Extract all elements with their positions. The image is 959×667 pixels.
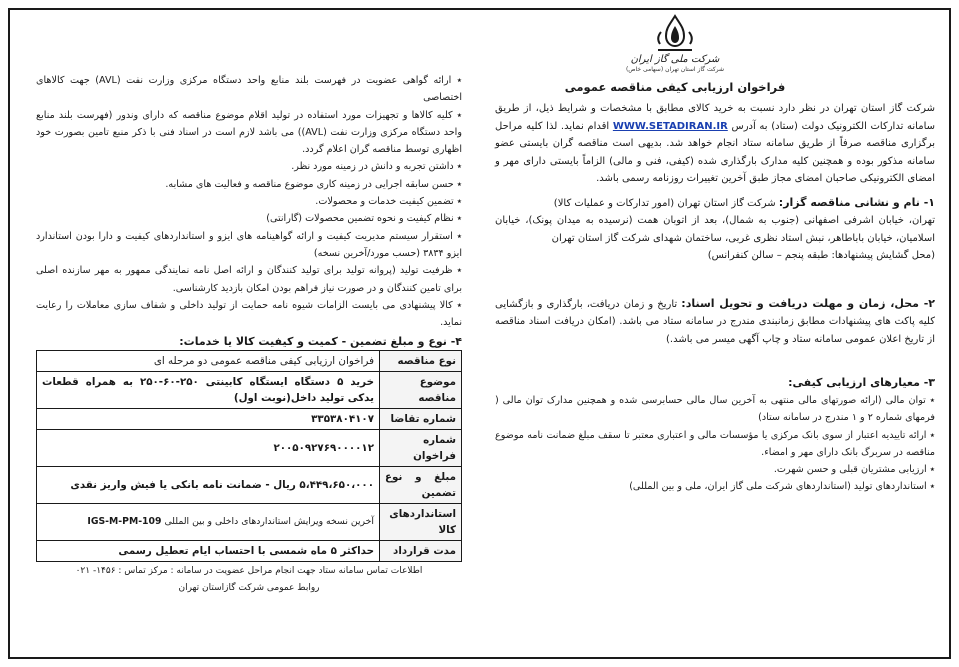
logo-company-name: شرکت ملی گاز ایران [630,54,720,65]
criteria-item: ٭ حسن سابقه اجرایی در زمینه کاری موضوع مناقصه و فعالیت های مشابه. [36,176,462,193]
row-label: استانداردهای کالا [380,504,462,541]
notice-frame [8,8,951,659]
right-column [495,14,935,496]
gas-flame-logo-icon [652,14,698,54]
section3-criteria-list [495,392,935,496]
criteria-item: ٭ نظام کیفیت و نحوه تضمین محصولات (گارانتی) [36,210,462,227]
row-value: ۲۰۰۵۰۹۲۷۶۹۰۰۰۰۱۲ [37,430,380,467]
table-row [37,430,462,467]
section1-paragraph [495,194,935,213]
section2-heading: ۲- محل، زمان و مهلت دریافت و تحویل اسناد: [681,296,935,310]
footer-signature: روابط عمومی شرکت گازاستان تهران [178,583,320,594]
criteria-item: ٭ ارزیابی مشتریان قبلی و حسن شهرت. [495,461,935,478]
table-row [37,541,462,562]
row-label: مبلغ و نوع تضمین [380,467,462,504]
row-value: ۳۳۵۳۸۰۴۱۰۷ [37,409,380,430]
table-row [37,351,462,372]
criteria-item: ٭ داشتن تجربه و دانش در زمینه مورد نظر. [36,158,462,175]
row-label: نوع مناقصه [380,351,462,372]
row-value: خرید ۵ دستگاه ایستگاه کابینتی ۲۵۰-۶۰-۲۵۰ به همراه قطعات یدکی تولید داخل(نوبت اول) [37,372,380,409]
standards-code: IGS-M-PM-109 [87,516,162,528]
row-value: حداکثر ۵ ماه شمسی با احتساب ایام تعطیل رسمی [37,541,380,562]
row-label: مدت قرارداد [380,541,462,562]
row-value [37,504,380,541]
table-row [37,467,462,504]
left-criteria-list [36,72,462,331]
row-label: موضوع مناقصه [380,372,462,409]
criteria-item: ٭ استانداردهای تولید (استانداردهای شرکت ملی گاز ایران، ملی و بین المللی) [495,478,935,495]
standards-text: آخرین نسخه ویرایش استانداردهای داخلی و بین المللی [164,516,374,528]
left-column [36,72,462,596]
criteria-item: ٭ استقرار سیستم مدیریت کیفیت و ارائه گواهینامه های ایزو و استانداردهای کیفیت و دارا بودن استاندارد ایزو ۳۸۳۴ (حسب مورد/آخرین نسخه) [36,228,462,263]
logo-subsidiary-name: شرکت گاز استان تهران (سهامی خاص) [625,66,725,73]
row-value: فراخوان ارزیابی کیفی مناقصه عمومی دو مرحله ای [37,351,380,372]
criteria-item: ٭ ظرفیت تولید (پروانه تولید برای تولید کنندگان و ارائه اصل نامه نمایندگی ممهور به مهر سازنده اصلی برای تامین کنندگان و در صورت نیاز فراهم بودن امکان بازدید کارشناسی. [36,262,462,297]
table-row [37,372,462,409]
criteria-item: ٭ کالا پیشنهادی می بایست الزامات شیوه نامه حمایت از تولید داخلی و شفاف سازی معاملات را رعایت نماید. [36,297,462,332]
criteria-item: ٭ توان مالی (ارائه صورتهای مالی منتهی به آخرین سال مالی حسابرسی شده و همچنین مدارک توان مالی ( فرمهای شماره ۲ و ۱ مندرج در سامانه ستاد) [495,392,935,427]
section2-text: تاریخ و زمان دریافت، بارگذاری و بازگشایی کلیه پاکت های پیشنهادات مطابق زمانبندی مندرج در سامانه ستاد می باشد. (امکان دریافت اسناد مناقصه از تاریخ اعلان عمومی سامانه ستاد و چاپ آگهی میسر می باشد.) [495,298,935,345]
criteria-item: ٭ تضمین کیفیت خدمات و محصولات. [36,193,462,210]
row-label: شماره تقاضا [380,409,462,430]
section1-opening-place: (محل گشایش پیشنهادها: طبقه پنجم – سالن کنفرانس) [707,250,935,261]
company-logo [610,14,740,74]
intro-paragraph [495,100,935,188]
section4-heading: ۴- نوع و مبلغ تضمین - کمیت و کیفیت کالا یا خدمات: [179,335,462,349]
criteria-item: ٭ ارائه تاییدیه اعتبار از سوی بانک مرکزی یا مؤسسات مالی و اعتباری معتبر تا سقف مبلغ ضمانت نامه موضوع مناقصه در سربرگ بانک دارای مهر و امضاء. [495,427,935,462]
criteria-item: ٭ ارائه گواهی عضویت در فهرست بلند منابع واحد دستگاه مرکزی وزارت نفت (AVL) جهت کالاهای اختصاصی [36,72,462,107]
table-row [37,504,462,541]
table-row [37,409,462,430]
criteria-item: ٭ کلیه کالاها و تجهیزات مورد استفاده در تولید اقلام موضوع مناقصه که دارای وندور (فهرست بلند منابع واحد دستگاه مرکزی وزارت نفت (AVL)) می باشد لازم است در اسناد فنی با ذکر منبع تامین بصورت خود اظهاری توسط مناقصه گران اعلام گردد. [36,107,462,159]
intro-text-2: اقدام نماید. لذا کلیه مراحل برگزاری مناقصه صرفاً از طریق سامانه ستاد انجام خواهد شد. بدیهی است مناقصه گران بایستی عضو سامانه مذکور بوده و همچنین کلیه مدارک بارگذاری شده (کیفی، فنی و مالی) الزاماً بایستی دارای مهر و امضای الکترونیکی صاحبان امضای مجاز طبق آخرین تغییرات روزنامه رسمی باشد. [495,120,935,184]
intro-text-1: شرکت گاز استان تهران در نظر دارد نسبت به خرید کالای مطابق با مشخصات و شرایط ذیل، از طریق سامانه تدارکات الکترونیک دولت (ستاد) به آدرس [495,103,936,132]
notice-title: فراخوان ارزیابی کیفی مناقصه عمومی [564,80,786,94]
section1-org: شرکت گاز استان تهران (امور تدارکات و عملیات کالا) [553,197,776,209]
row-label: شماره فراخوان [380,430,462,467]
section3-heading: ۳- معیارهای ارزیابی کیفی: [788,376,935,389]
footer-contact: اطلاعات تماس سامانه ستاد جهت انجام مراحل عضویت در سامانه : مرکز تماس : ۱۴۵۶- ۰۲۱ [75,566,423,577]
section1-heading: ۱- نام و نشانی مناقصه گزار: [778,195,935,209]
section1-address: تهران، خیابان اشرفی اصفهانی (جنوب به شمال)، بعد از اتوبان همت (نرسیده به میدان پونک)، خیابان اسلامیان، خیابان باباطاهر، نبش استاد نظری غربی، ساختمان شهدای شرکت گاز استان تهران [495,215,935,244]
setadiran-link[interactable]: WWW.SETADIRAN.IR [612,120,728,132]
tender-details-table [36,350,462,562]
row-value: ۵،۴۴۹،۶۵۰،۰۰۰ ریال - ضمانت نامه بانکی یا فیش واریز نقدی [37,467,380,504]
section2-paragraph [495,295,935,349]
